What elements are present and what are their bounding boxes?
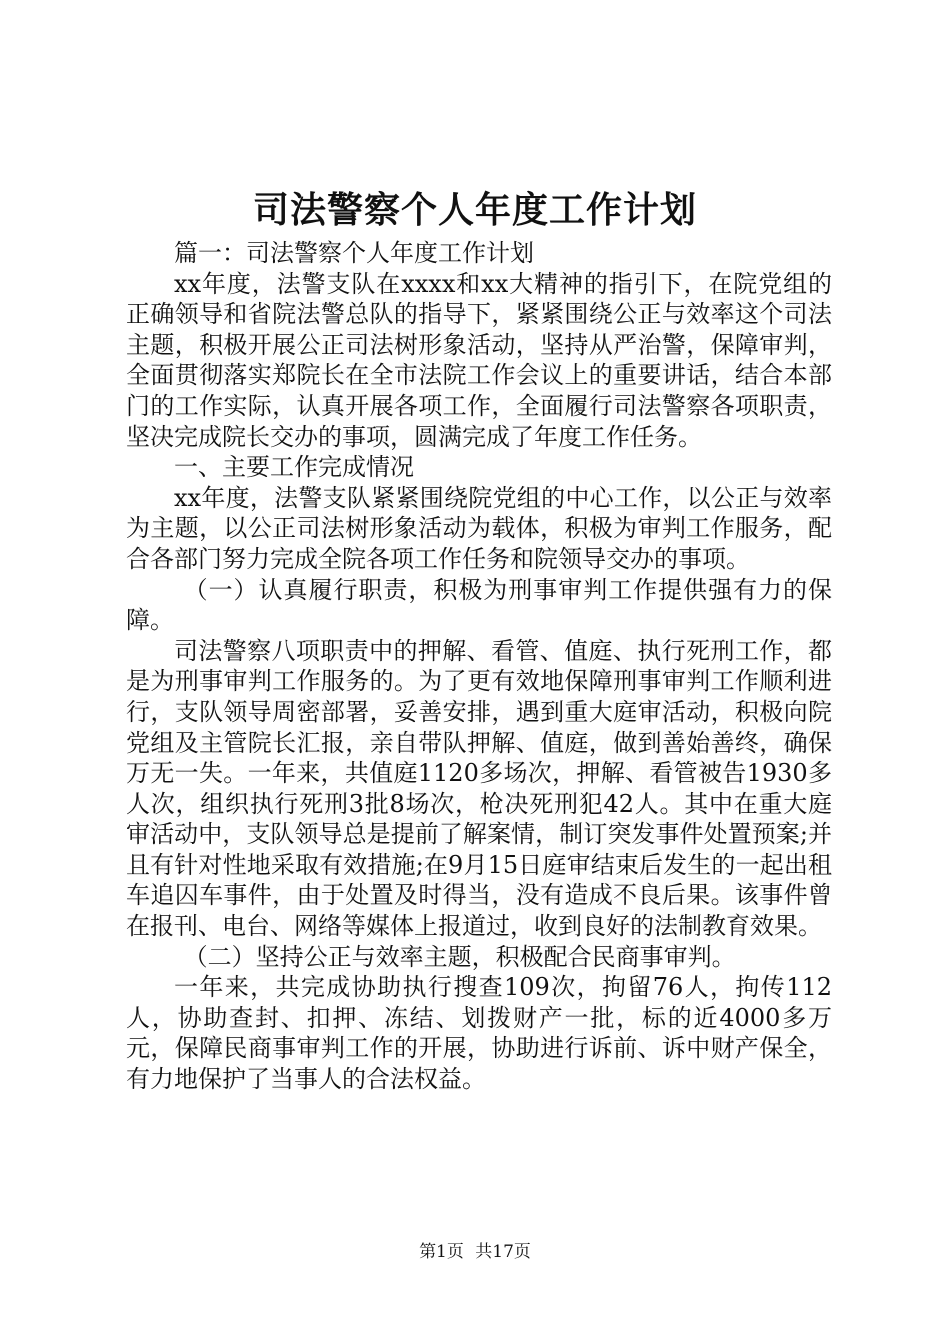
page-number: 第1页 共17页 <box>419 1242 531 1262</box>
subsection-heading: （二）坚持公正与效率主题，积极配合民商事审判。 <box>183 942 736 971</box>
paragraph: 司法警察八项职责中的押解、看管、值庭、执行死刑工作，都是为刑事审判工作服务的。为了更有效地保障刑事审判工作顺利进行，支队领导周密部署，妥善安排，遇到重大庭审活动，积极向院党组及主管院长汇报，亲自带队押解、值庭，做到善始善终，确保万无一失。一年来，共值庭1120多场次，押解、看管被告1930多人次，组织执行死刑3批8场次，枪决死刑犯42人。其中在重大庭审活动中，支队领导总是提前了解案情，制订突发事件处置预案;并且有针对性地采取有效措施;在9月15日庭审结束后发生的一起出租车追囚车事件，由于处置及时得当，没有造成不良后果。该事件曾在报刊、电台、网络等媒体上报道过，收到良好的法制教育效果。 <box>126 636 832 941</box>
document-body <box>126 238 832 1095</box>
subsection-heading: （一）认真履行职责，积极为刑事审判工作提供强有力的保障。 <box>126 575 832 635</box>
paragraph: xx年度，法警支队紧紧围绕院党组的中心工作，以公正与效率为主题，以公正司法树形象活动为载体，积极为审判工作服务，配合各部门努力完成全院各项工作任务和院领导交办的事项。 <box>126 483 832 573</box>
document-title: 司法警察个人年度工作计划 <box>252 189 697 231</box>
section-heading: 篇一：司法警察个人年度工作计划 <box>174 239 534 267</box>
section-heading: 一、主要工作完成情况 <box>174 453 414 482</box>
paragraph: 一年来，共完成协助执行搜查109次，拘留76人，拘传112人，协助查封、扣押、冻结、划拨财产一批，标的近4000多万元，保障民商事审判工作的开展，协助进行诉前、诉中财产保全，有力地保护了当事人的合法权益。 <box>126 973 832 1094</box>
paragraph: xx年度，法警支队在xxxx和xx大精神的指引下，在院党组的正确领导和省院法警总队的指导下，紧紧围绕公正与效率这个司法主题，积极开展公正司法树形象活动，坚持从严治警，保障审判，全面贯彻落实郑院长在全市法院工作会议上的重要讲话，结合本部门的工作实际，认真开展各项工作，全面履行司法警察各项职责，坚决完成院长交办的事项，圆满完成了年度工作任务。 <box>126 269 832 451</box>
